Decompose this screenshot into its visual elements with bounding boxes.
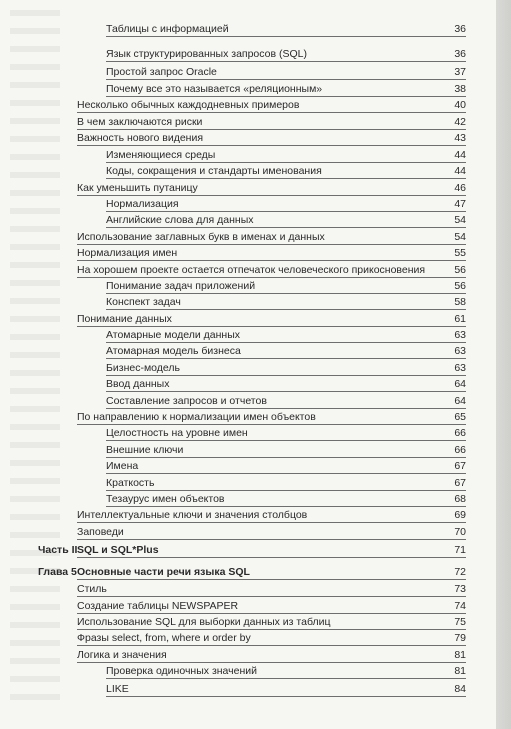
toc-entry — [106, 82, 466, 98]
toc-entry-title: Логика и значения — [77, 649, 167, 661]
toc-entry-title: Ввод данных — [106, 378, 170, 390]
toc-entry — [77, 246, 466, 262]
toc-entry-page: 42 — [454, 116, 466, 128]
toc-entry-title: Фразы select, from, where и order by — [77, 632, 251, 644]
toc-entry-title: SQL и SQL*Plus — [77, 544, 159, 556]
toc-entry-title: Конспект задач — [106, 296, 181, 308]
toc-entry-page: 65 — [454, 411, 466, 423]
toc-entry — [106, 664, 466, 680]
toc-entry-page: 56 — [454, 264, 466, 276]
toc-entry-page: 81 — [454, 649, 466, 661]
toc-entry-title: Внешние ключи — [106, 444, 184, 456]
toc-entry-page: 38 — [454, 83, 466, 95]
toc-entry-title: Создание таблицы NEWSPAPER — [77, 600, 239, 612]
toc-entry-title: Нормализация — [106, 198, 179, 210]
toc-entry — [106, 47, 466, 63]
toc-entry — [106, 295, 466, 311]
toc-entry-page: 73 — [454, 583, 466, 595]
toc-entry — [106, 459, 466, 475]
toc-entry — [77, 525, 466, 541]
toc-chapter-entry — [77, 565, 466, 581]
toc-entry — [106, 328, 466, 344]
toc-entry-page: 69 — [454, 509, 466, 521]
toc-entry-title: В чем заключаются риски — [77, 116, 203, 128]
toc-entry — [77, 312, 466, 328]
toc-entry — [106, 443, 466, 459]
toc-entry-page: 55 — [454, 247, 466, 259]
toc-entry-title: Понимание задач приложений — [106, 280, 256, 292]
toc-entry-page: 40 — [454, 99, 466, 111]
toc-entry — [77, 631, 466, 647]
toc-entry-title: Английские слова для данных — [106, 214, 254, 226]
toc-entry-title: Заповеди — [77, 526, 124, 538]
toc-entry-page: 56 — [454, 280, 466, 292]
toc-entry-title: Использование SQL для выборки данных из таблиц — [77, 616, 331, 628]
toc-entry-page: 54 — [454, 214, 466, 226]
toc-entry-title: Составление запросов и отчетов — [106, 395, 267, 407]
toc-entry-page: 44 — [454, 149, 466, 161]
toc-entry-page: 84 — [454, 683, 466, 695]
toc-entry-page: 44 — [454, 165, 466, 177]
toc-entry — [77, 263, 466, 279]
toc-entry-title: Использование заглавных букв в именах и данных — [77, 231, 325, 243]
toc-entry-page: 58 — [454, 296, 466, 308]
toc-entry-page: 66 — [454, 427, 466, 439]
toc-entry — [106, 476, 466, 492]
toc-entry-title: По направлению к нормализации имен объектов — [77, 411, 316, 423]
toc-entry — [77, 648, 466, 664]
toc-entry-title: Бизнес-модель — [106, 362, 180, 374]
toc-entry-page: 36 — [454, 23, 466, 35]
toc-entry-page: 74 — [454, 600, 466, 612]
toc-entry-page: 63 — [454, 329, 466, 341]
toc-entry — [77, 508, 466, 524]
toc-entry-title: Несколько обычных каждодневных примеров — [77, 99, 300, 111]
toc-entry-title: Нормализация имен — [77, 247, 178, 259]
toc-entry — [77, 115, 466, 131]
toc-entry-page: 68 — [454, 493, 466, 505]
toc-entry — [77, 410, 466, 426]
toc-entry-page: 54 — [454, 231, 466, 243]
toc-entry-title: Язык структурированных запросов (SQL) — [106, 48, 307, 60]
toc-entry-title: Коды, сокращения и стандарты именования — [106, 165, 322, 177]
toc-entry — [106, 361, 466, 377]
toc-entry-page: 67 — [454, 460, 466, 472]
toc-entry — [77, 98, 466, 114]
toc-entry-page: 75 — [454, 616, 466, 628]
toc-entry-page: 37 — [454, 66, 466, 78]
toc-entry — [106, 164, 466, 180]
toc-entry-title: Основные части речи языка SQL — [77, 566, 250, 578]
toc-entry — [106, 279, 466, 295]
toc-entry-page: 70 — [454, 526, 466, 538]
toc-entry-page: 79 — [454, 632, 466, 644]
toc-entry-title: Таблицы с информацией — [106, 23, 229, 35]
toc-entry-title: Проверка одиночных значений — [106, 665, 257, 677]
toc-entry — [106, 22, 466, 38]
toc-entry-page: 46 — [454, 182, 466, 194]
toc-entry-title: Важность нового видения — [77, 132, 204, 144]
toc-entry-page: 64 — [454, 395, 466, 407]
toc-entry-page: 43 — [454, 132, 466, 144]
toc-entry — [77, 181, 466, 197]
toc-entry-title: На хорошем проекте остается отпечаток человеческого прикосновения — [77, 264, 426, 276]
toc-entry-title: LIKE — [106, 683, 129, 695]
toc-entry-page: 71 — [454, 544, 466, 556]
toc-entry — [106, 394, 466, 410]
toc-entry-page: 63 — [454, 345, 466, 357]
toc-entry — [106, 377, 466, 393]
toc-entry-title: Стиль — [77, 583, 107, 595]
toc-part-entry — [77, 543, 466, 559]
chapter-label: Глава 5 — [38, 566, 77, 578]
toc-entry-title: Как уменьшить путаницу — [77, 182, 198, 194]
toc-entry-title: Целостность на уровне имен — [106, 427, 248, 439]
toc-entry-title: Простой запрос Oracle — [106, 66, 217, 78]
toc-entry — [106, 213, 466, 229]
toc-entry — [106, 492, 466, 508]
toc-entry — [77, 615, 466, 631]
toc-entry — [106, 148, 466, 164]
toc-entry-page: 66 — [454, 444, 466, 456]
toc-entry-page: 81 — [454, 665, 466, 677]
page-spine-shadow — [496, 0, 511, 729]
toc-entry-title: Тезаурус имен объектов — [106, 493, 225, 505]
toc-entry-page: 63 — [454, 362, 466, 374]
toc-entry-page: 64 — [454, 378, 466, 390]
toc-entry — [106, 197, 466, 213]
toc-entry-title: Понимание данных — [77, 313, 172, 325]
toc-entry-title: Имена — [106, 460, 139, 472]
toc-entry — [106, 426, 466, 442]
toc-entry — [77, 230, 466, 246]
toc-entry-title: Краткость — [106, 477, 155, 489]
toc-entry-title: Атомарные модели данных — [106, 329, 241, 341]
toc-entry-title: Интеллектуальные ключи и значения столбцов — [77, 509, 308, 521]
toc-entry-title: Почему все это называется «реляционным» — [106, 83, 323, 95]
toc-entry-page: 72 — [454, 566, 466, 578]
toc-entry — [106, 65, 466, 81]
toc-entry — [77, 131, 466, 147]
toc-entry — [106, 682, 466, 698]
toc-entry-page: 36 — [454, 48, 466, 60]
part-label: Часть II — [38, 544, 78, 556]
toc-entry — [106, 344, 466, 360]
toc-entry-page: 61 — [454, 313, 466, 325]
toc-entry-page: 67 — [454, 477, 466, 489]
toc-entry — [77, 582, 466, 598]
toc-entry — [77, 599, 466, 615]
toc-entry-title: Атомарная модель бизнеса — [106, 345, 241, 357]
toc-entry-title: Изменяющиеся среды — [106, 149, 216, 161]
toc-entry-page: 47 — [454, 198, 466, 210]
